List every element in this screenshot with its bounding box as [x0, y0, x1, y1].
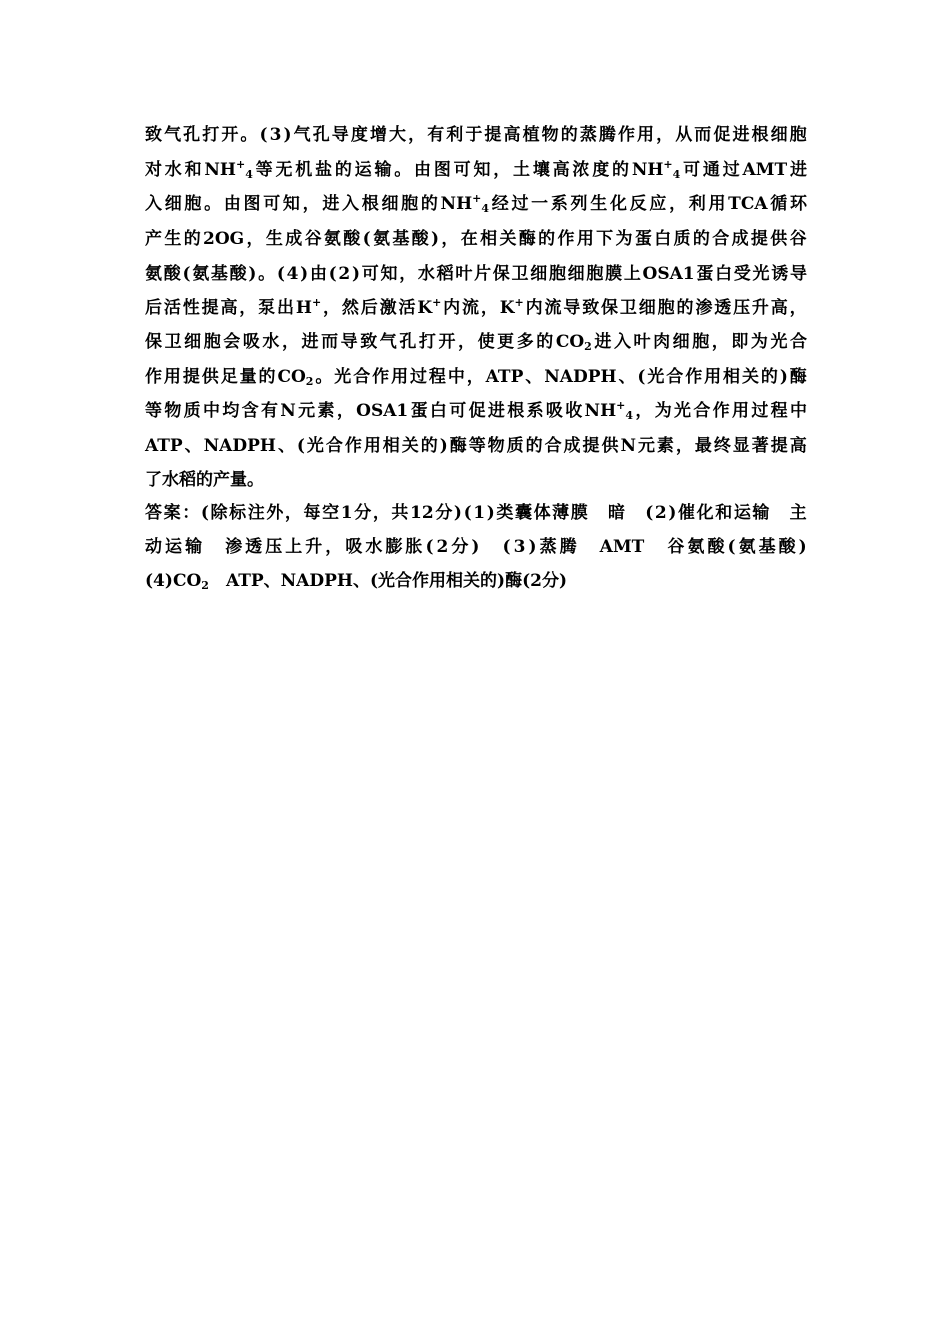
analysis-line: 致 气 孔 打 开 。 ( 3 ) 气 孔 导 度 增 大 ， 有 利 于 提 高 植 物 的 蒸 腾 作 用 ， 从 而 促 进 根 细 胞	[145, 125, 807, 145]
analysis-line: 作 用 提 供 足 量 的 $CO_2$ 。 光 合 作 用 过 程 中 ， ATP 、 NADPH 、 ( 光 合 作 用 相 关 的 ) 酶	[145, 367, 807, 388]
analysis-line: 产 生 的 2OG ， 生 成 谷 氨 酸 ( 氨 基 酸 ) ， 在 相 关 酶 的 作 用 下 为 蛋 白 质 的 合 成 提 供 谷	[145, 229, 807, 249]
analysis-line: ATP 、 NADPH 、 ( 光 合 作 用 相 关 的 ) 酶 等 物 质 的 合 成 提 供 N 元 素 ， 最 终 显 著 提 高	[145, 436, 807, 456]
answer-line: ( 4 ) $CO_2$ ATP 、 NADPH 、 ( 光 合 作 用 相 关 的 ) 酶 ( 2 分 )	[145, 571, 567, 592]
answer-line: 动 运 输 渗 透 压 上 升 ， 吸 水 膨 胀 ( 2 分 ) ( 3 ) 蒸 腾 AMT 谷 氨 酸 ( 氨 基 酸 )	[145, 537, 807, 557]
analysis-line: 了 水 稻 的 产 量 。	[145, 470, 264, 490]
analysis-line: 等 物 质 中 均 含 有 N 元 素 ， OSA1 蛋 白 可 促 进 根 系 吸 收 $NH^+_4$ ， 为 光 合 作 用 过 程 中	[145, 399, 807, 422]
analysis-line: 保 卫 细 胞 会 吸 水 ， 进 而 导 致 气 孔 打 开 ， 使 更 多 的 $CO_2$ 进 入 叶 肉 细 胞 ， 即 为 光 合	[145, 332, 807, 353]
analysis-line: 后 活 性 提 高 ， 泵 出 H+ ， 然 后 激 活 K+ 内 流 ， K+ 内 流 导 致 保 卫 细 胞 的 渗 透 压 升 高 ，	[145, 296, 807, 318]
analysis-line: 对 水 和 $NH^+_4$ 等 无 机 盐 的 运 输 。 由 图 可 知 ， 土 壤 高 浓 度 的 $NH^+_4$ 可 通 过 AMT 进	[145, 158, 807, 181]
analysis-line: 氨 酸 ( 氨 基 酸 ) 。 ( 4 ) 由 ( 2 ) 可 知 ， 水 稻 叶 片 保 卫 细 胞 细 胞 膜 上 OSA1 蛋 白 受 光 诱 导	[145, 264, 807, 284]
answer-line: 答 案 ： ( 除 标 注 外 ， 每 空 1 分 ， 共 12 分 ) ( 1 ) 类 囊 体 薄 膜 暗 ( 2 ) 催 化 和 运 输 主	[145, 503, 807, 523]
analysis-line: 入 细 胞 。 由 图 可 知 ， 进 入 根 细 胞 的 $NH^+_4$ 经 过 一 系 列 生 化 反 应 ， 利 用 TCA 循 环	[145, 192, 807, 215]
